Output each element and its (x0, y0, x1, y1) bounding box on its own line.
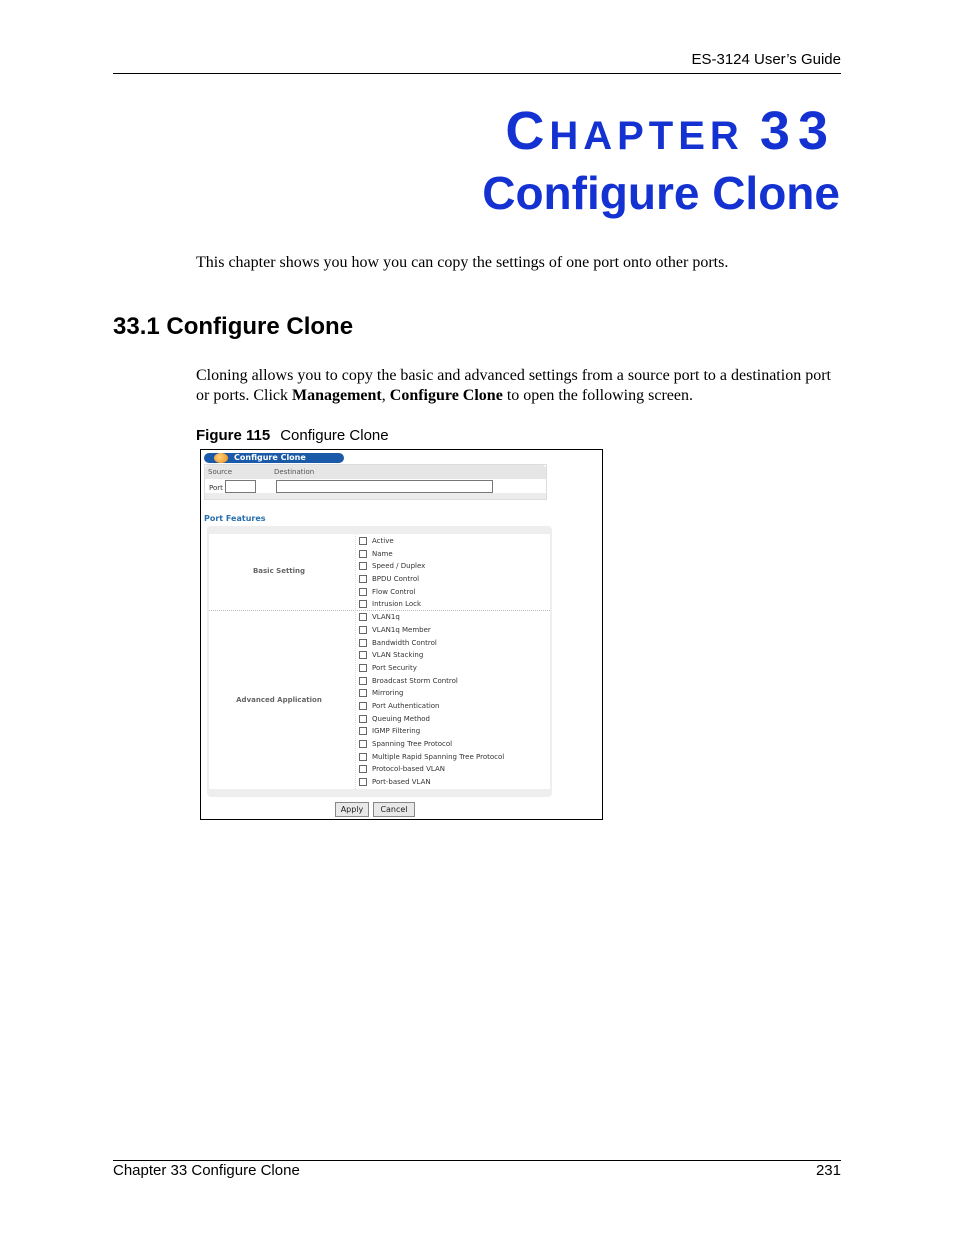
figure-label: Figure 115 (196, 427, 271, 444)
cancel-button[interactable]: Cancel (373, 802, 415, 817)
para-bold-configure-clone: Configure Clone (389, 387, 503, 404)
port-features-inner (209, 534, 550, 789)
port-features-panel (207, 526, 552, 797)
checkbox[interactable] (359, 639, 367, 647)
checkbox[interactable] (359, 740, 367, 748)
para-bold-management: Management (292, 387, 382, 404)
option-label: Multiple Rapid Spanning Tree Protocol (372, 752, 505, 761)
chapter-title: Configure Clone (482, 167, 840, 219)
option-label: BPDU Control (372, 575, 420, 584)
port-label: Port (209, 484, 223, 492)
para-sep: , (381, 387, 390, 404)
option-label: Speed / Duplex (372, 562, 426, 571)
checkbox[interactable] (359, 575, 367, 583)
source-destination-header (205, 465, 546, 479)
para-text-end: to open the following screen. (502, 387, 693, 404)
checkbox[interactable] (359, 626, 367, 634)
checkbox[interactable] (359, 600, 367, 608)
option-label: Queuing Method (372, 714, 430, 723)
option-label: Active (372, 537, 394, 545)
destination-header: Destination (274, 468, 315, 476)
destination-port-input[interactable] (276, 480, 493, 493)
option-label: Broadcast Storm Control (372, 676, 458, 685)
panel-footer (205, 493, 546, 499)
option-label: Intrusion Lock (372, 600, 422, 609)
orb-icon (214, 453, 228, 463)
para-text-start: Cloning allows you to copy the basic and advanced settings from a source port to a destination port or ports. Click (196, 367, 831, 404)
checkbox[interactable] (359, 677, 367, 685)
chapter-initial: C (505, 101, 550, 161)
intro-paragraph: This chapter shows you how you can copy the settings of one port onto other ports. (196, 254, 729, 271)
configure-clone-screen (200, 449, 603, 820)
source-port-input[interactable] (225, 480, 256, 493)
checkbox[interactable] (359, 765, 367, 773)
figure-caption-text: Configure Clone (280, 427, 389, 444)
screen-tab-title: Configure Clone (234, 453, 306, 462)
footer-rule (113, 1160, 841, 1161)
apply-button[interactable]: Apply (335, 802, 369, 817)
source-destination-panel (204, 464, 547, 500)
option-label: Protocol-based VLAN (372, 765, 445, 774)
checkbox[interactable] (359, 550, 367, 558)
option-label: Name (372, 549, 393, 558)
port-features-title: Port Features (204, 514, 266, 523)
checkbox[interactable] (359, 664, 367, 672)
page-number: 231 (815, 1162, 841, 1179)
screen-tab (204, 453, 344, 463)
figure-caption (196, 427, 389, 444)
checkbox[interactable] (359, 689, 367, 697)
guide-title: ES-3124 User’s Guide (691, 51, 841, 68)
section-paragraph (196, 366, 846, 406)
option-label: VLAN1q (372, 613, 400, 622)
checkbox[interactable] (359, 715, 367, 723)
advanced-application-label: Advanced Application (236, 696, 322, 704)
option-label: Bandwidth Control (372, 638, 437, 647)
option-label: Port-based VLAN (372, 778, 431, 787)
section-title: 33.1 Configure Clone (113, 313, 354, 340)
chapter-label (505, 100, 836, 162)
checkbox[interactable] (359, 753, 367, 761)
checkbox[interactable] (359, 778, 367, 786)
checkbox[interactable] (359, 613, 367, 621)
option-label: Flow Control (372, 587, 416, 596)
option-label: Port Security (372, 663, 417, 672)
chapter-word: HAPTER (549, 114, 744, 158)
header-rule (113, 73, 841, 74)
group-separator (209, 610, 550, 611)
option-label: Spanning Tree Protocol (372, 740, 453, 748)
checkbox[interactable] (359, 702, 367, 710)
option-label: IGMP Filtering (372, 727, 421, 736)
chapter-number: 33 (759, 101, 836, 161)
option-label: Port Authentication (372, 701, 440, 710)
checkbox[interactable] (359, 727, 367, 735)
option-label: Mirroring (372, 689, 404, 698)
basic-setting-label: Basic Setting (252, 567, 306, 575)
option-label: VLAN1q Member (372, 625, 431, 634)
footer-chapter: Chapter 33 Configure Clone (113, 1162, 300, 1179)
checkbox[interactable] (359, 562, 367, 570)
checkbox[interactable] (359, 588, 367, 596)
checkbox[interactable] (359, 651, 367, 659)
source-header: Source (208, 468, 233, 476)
column-separator (355, 534, 356, 789)
option-label: VLAN Stacking (372, 651, 424, 660)
checkbox[interactable] (359, 537, 367, 545)
